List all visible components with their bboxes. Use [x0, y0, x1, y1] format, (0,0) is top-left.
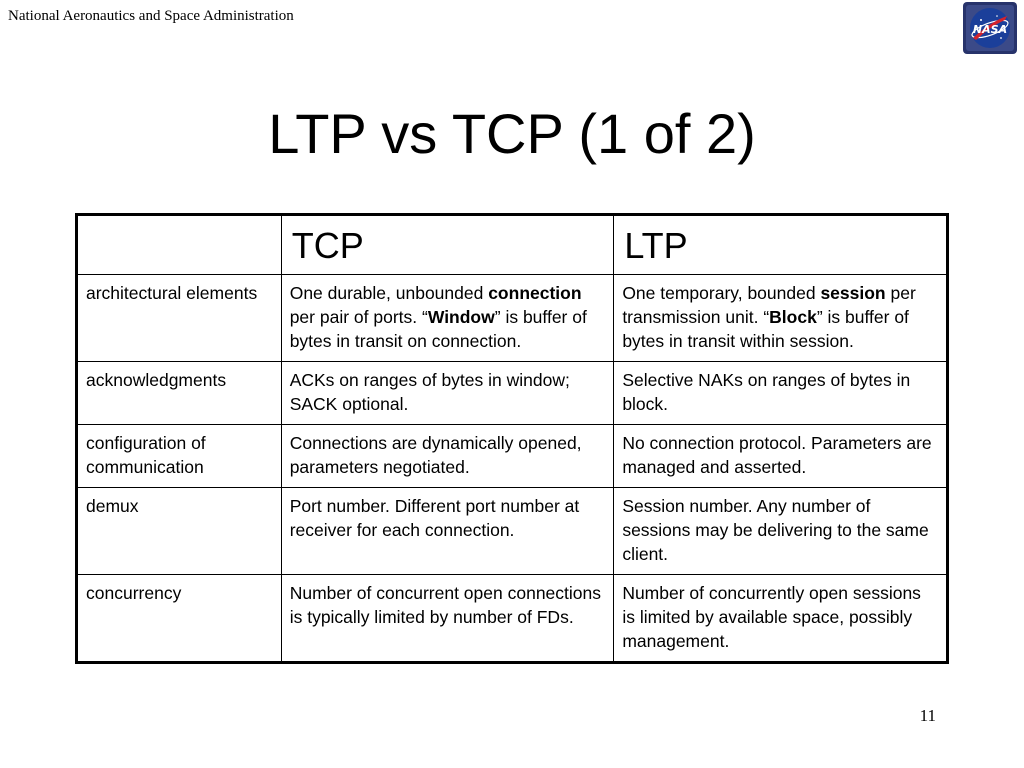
row-label: concurrency [77, 575, 282, 663]
header-cell-tcp: TCP [281, 215, 614, 275]
cell-text: One durable, unbounded [289, 283, 489, 303]
org-name: National Aeronautics and Space Administration [8, 8, 294, 24]
tcp-cell [281, 275, 614, 362]
ltp-cell: Number of concurrently open sessions is limited by available space, possibly management. [614, 575, 948, 663]
cell-text: One temporary, bounded [622, 283, 821, 303]
ltp-cell: Selective NAKs on ranges of bytes in block. [614, 362, 948, 425]
cell-emphasis: Block [769, 307, 817, 327]
page-number: 11 [919, 706, 936, 725]
table-row [77, 275, 948, 362]
table-row [77, 575, 948, 663]
tcp-cell: Number of concurrent open connections is typically limited by number of FDs. [281, 575, 614, 663]
comparison-table [75, 213, 949, 664]
cell-text: per pair of ports. “ [289, 307, 428, 327]
table-row [77, 488, 948, 575]
nasa-logo [963, 2, 1017, 54]
tcp-cell: ACKs on ranges of bytes in window; SACK optional. [281, 362, 614, 425]
ltp-cell: Session number. Any number of sessions may be delivering to the same client. [614, 488, 948, 575]
header-cell-blank [77, 215, 282, 275]
cell-emphasis: Window [427, 307, 495, 327]
cell-emphasis: session [820, 283, 886, 303]
header-cell-ltp: LTP [614, 215, 948, 275]
table-header-row [77, 215, 948, 275]
row-label: demux [77, 488, 282, 575]
table-row [77, 362, 948, 425]
cell-text: ” is buffer of bytes in transit on connection. [289, 307, 587, 351]
ltp-cell [614, 275, 948, 362]
tcp-cell: Port number. Different port number at receiver for each connection. [281, 488, 614, 575]
cell-emphasis: connection [488, 283, 582, 303]
tcp-cell: Connections are dynamically opened, parameters negotiated. [281, 425, 614, 488]
slide-title: LTP vs TCP (1 of 2) [268, 102, 756, 165]
row-label: architectural elements [77, 275, 282, 362]
ltp-cell: No connection protocol. Parameters are managed and asserted. [614, 425, 948, 488]
logo-text: NASA [972, 23, 1008, 36]
row-label: configuration of communication [77, 425, 282, 488]
cell-text: per transmission unit. “ [622, 283, 916, 327]
cell-text: ” is buffer of bytes in transit within session. [622, 307, 909, 351]
row-label: acknowledgments [77, 362, 282, 425]
table-row [77, 425, 948, 488]
